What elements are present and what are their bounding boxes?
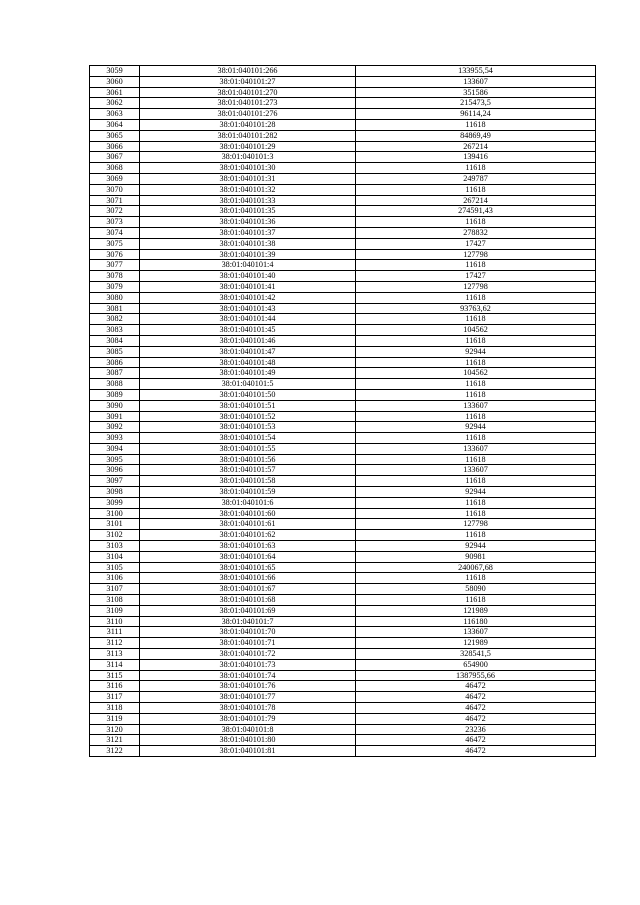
table-row [90, 433, 596, 444]
cadastral-number-cell: 38:01:040101:61 [140, 519, 356, 530]
cadastral-number-cell: 38:01:040101:63 [140, 541, 356, 552]
value-cell: 11618 [356, 357, 596, 368]
table-row [90, 724, 596, 735]
table-row [90, 541, 596, 552]
value-cell: 11618 [356, 379, 596, 390]
table-row [90, 595, 596, 606]
row-number-cell: 3073 [90, 217, 140, 228]
row-number-cell: 3088 [90, 379, 140, 390]
value-cell: 58090 [356, 584, 596, 595]
row-number-cell: 3106 [90, 573, 140, 584]
cadastral-number-cell: 38:01:040101:65 [140, 562, 356, 573]
cadastral-number-cell: 38:01:040101:77 [140, 692, 356, 703]
value-cell: 11618 [356, 389, 596, 400]
row-number-cell: 3094 [90, 443, 140, 454]
value-cell: 133955,54 [356, 66, 596, 77]
row-number-cell: 3112 [90, 638, 140, 649]
value-cell: 11618 [356, 119, 596, 130]
value-cell: 116180 [356, 616, 596, 627]
row-number-cell: 3087 [90, 368, 140, 379]
row-number-cell: 3090 [90, 400, 140, 411]
value-cell: 267214 [356, 195, 596, 206]
cadastral-number-cell: 38:01:040101:70 [140, 627, 356, 638]
cadastral-number-cell: 38:01:040101:31 [140, 173, 356, 184]
value-cell: 11618 [356, 476, 596, 487]
row-number-cell: 3093 [90, 433, 140, 444]
row-number-cell: 3059 [90, 66, 140, 77]
cadastral-number-cell: 38:01:040101:57 [140, 465, 356, 476]
table-row [90, 573, 596, 584]
cadastral-number-cell: 38:01:040101:78 [140, 703, 356, 714]
cadastral-number-cell: 38:01:040101:55 [140, 443, 356, 454]
cadastral-number-cell: 38:01:040101:67 [140, 584, 356, 595]
cadastral-number-cell: 38:01:040101:50 [140, 389, 356, 400]
row-number-cell: 3122 [90, 746, 140, 757]
row-number-cell: 3105 [90, 562, 140, 573]
row-number-cell: 3099 [90, 497, 140, 508]
row-number-cell: 3071 [90, 195, 140, 206]
value-cell: 17427 [356, 238, 596, 249]
table-row [90, 670, 596, 681]
row-number-cell: 3086 [90, 357, 140, 368]
table-row [90, 346, 596, 357]
cadastral-number-cell: 38:01:040101:80 [140, 735, 356, 746]
table-row [90, 109, 596, 120]
cadastral-number-cell: 38:01:040101:79 [140, 713, 356, 724]
row-number-cell: 3092 [90, 422, 140, 433]
cadastral-number-cell: 38:01:040101:64 [140, 551, 356, 562]
value-cell: 121989 [356, 605, 596, 616]
row-number-cell: 3077 [90, 260, 140, 271]
value-cell: 11618 [356, 314, 596, 325]
table-row [90, 487, 596, 498]
cadastral-number-cell: 38:01:040101:41 [140, 281, 356, 292]
cadastral-number-cell: 38:01:040101:60 [140, 508, 356, 519]
row-number-cell: 3120 [90, 724, 140, 735]
table-row [90, 627, 596, 638]
value-cell: 278832 [356, 227, 596, 238]
table-row [90, 271, 596, 282]
cadastral-number-cell: 38:01:040101:76 [140, 681, 356, 692]
cadastral-number-cell: 38:01:040101:44 [140, 314, 356, 325]
table-row [90, 497, 596, 508]
row-number-cell: 3115 [90, 670, 140, 681]
value-cell: 133607 [356, 627, 596, 638]
value-cell: 11618 [356, 595, 596, 606]
cadastral-value-table [89, 65, 596, 757]
cadastral-number-cell: 38:01:040101:56 [140, 454, 356, 465]
table-row [90, 195, 596, 206]
row-number-cell: 3091 [90, 411, 140, 422]
table-row [90, 130, 596, 141]
cadastral-number-cell: 38:01:040101:4 [140, 260, 356, 271]
table-row [90, 443, 596, 454]
value-cell: 127798 [356, 519, 596, 530]
cadastral-number-cell: 38:01:040101:45 [140, 325, 356, 336]
value-cell: 215473,5 [356, 98, 596, 109]
table-row [90, 519, 596, 530]
value-cell: 11618 [356, 433, 596, 444]
row-number-cell: 3102 [90, 530, 140, 541]
value-cell: 92944 [356, 487, 596, 498]
value-cell: 84869,49 [356, 130, 596, 141]
cadastral-number-cell: 38:01:040101:52 [140, 411, 356, 422]
table-row [90, 66, 596, 77]
row-number-cell: 3061 [90, 87, 140, 98]
row-number-cell: 3095 [90, 454, 140, 465]
cadastral-number-cell: 38:01:040101:72 [140, 649, 356, 660]
cadastral-number-cell: 38:01:040101:27 [140, 76, 356, 87]
cadastral-number-cell: 38:01:040101:5 [140, 379, 356, 390]
table-row [90, 422, 596, 433]
table-row [90, 357, 596, 368]
row-number-cell: 3070 [90, 184, 140, 195]
row-number-cell: 3080 [90, 292, 140, 303]
table-row [90, 303, 596, 314]
cadastral-number-cell: 38:01:040101:273 [140, 98, 356, 109]
cadastral-number-cell: 38:01:040101:29 [140, 141, 356, 152]
value-cell: 133607 [356, 443, 596, 454]
cadastral-number-cell: 38:01:040101:46 [140, 335, 356, 346]
cadastral-number-cell: 38:01:040101:62 [140, 530, 356, 541]
row-number-cell: 3084 [90, 335, 140, 346]
cadastral-number-cell: 38:01:040101:66 [140, 573, 356, 584]
cadastral-number-cell: 38:01:040101:32 [140, 184, 356, 195]
row-number-cell: 3101 [90, 519, 140, 530]
value-cell: 249787 [356, 173, 596, 184]
row-number-cell: 3083 [90, 325, 140, 336]
value-cell: 328541,5 [356, 649, 596, 660]
row-number-cell: 3064 [90, 119, 140, 130]
row-number-cell: 3078 [90, 271, 140, 282]
value-cell: 90981 [356, 551, 596, 562]
row-number-cell: 3075 [90, 238, 140, 249]
value-cell: 267214 [356, 141, 596, 152]
value-cell: 11618 [356, 184, 596, 195]
table-row [90, 530, 596, 541]
table-body [90, 66, 596, 757]
cadastral-number-cell: 38:01:040101:54 [140, 433, 356, 444]
cadastral-number-cell: 38:01:040101:38 [140, 238, 356, 249]
row-number-cell: 3110 [90, 616, 140, 627]
value-cell: 11618 [356, 292, 596, 303]
table-row [90, 659, 596, 670]
row-number-cell: 3065 [90, 130, 140, 141]
cadastral-number-cell: 38:01:040101:30 [140, 163, 356, 174]
value-cell: 11618 [356, 530, 596, 541]
value-cell: 127798 [356, 249, 596, 260]
cadastral-number-cell: 38:01:040101:42 [140, 292, 356, 303]
table-row [90, 260, 596, 271]
row-number-cell: 3074 [90, 227, 140, 238]
cadastral-number-cell: 38:01:040101:37 [140, 227, 356, 238]
cadastral-number-cell: 38:01:040101:266 [140, 66, 356, 77]
row-number-cell: 3113 [90, 649, 140, 660]
table-row [90, 508, 596, 519]
row-number-cell: 3079 [90, 281, 140, 292]
value-cell: 46472 [356, 746, 596, 757]
value-cell: 11618 [356, 217, 596, 228]
cadastral-number-cell: 38:01:040101:35 [140, 206, 356, 217]
table-row [90, 281, 596, 292]
row-number-cell: 3096 [90, 465, 140, 476]
value-cell: 1387955,66 [356, 670, 596, 681]
table-row [90, 206, 596, 217]
table-row [90, 649, 596, 660]
value-cell: 133607 [356, 76, 596, 87]
table-row [90, 325, 596, 336]
table-row [90, 616, 596, 627]
table-row [90, 584, 596, 595]
row-number-cell: 3067 [90, 152, 140, 163]
row-number-cell: 3114 [90, 659, 140, 670]
row-number-cell: 3097 [90, 476, 140, 487]
row-number-cell: 3117 [90, 692, 140, 703]
value-cell: 133607 [356, 400, 596, 411]
table-row [90, 562, 596, 573]
cadastral-number-cell: 38:01:040101:36 [140, 217, 356, 228]
cadastral-number-cell: 38:01:040101:47 [140, 346, 356, 357]
table-row [90, 227, 596, 238]
row-number-cell: 3063 [90, 109, 140, 120]
value-cell: 93763,62 [356, 303, 596, 314]
row-number-cell: 3085 [90, 346, 140, 357]
value-cell: 11618 [356, 508, 596, 519]
table-row [90, 87, 596, 98]
value-cell: 92944 [356, 541, 596, 552]
table-row [90, 681, 596, 692]
value-cell: 11618 [356, 163, 596, 174]
row-number-cell: 3089 [90, 389, 140, 400]
value-cell: 96114,24 [356, 109, 596, 120]
row-number-cell: 3082 [90, 314, 140, 325]
cadastral-number-cell: 38:01:040101:68 [140, 595, 356, 606]
row-number-cell: 3098 [90, 487, 140, 498]
table-row [90, 238, 596, 249]
row-number-cell: 3062 [90, 98, 140, 109]
table-row [90, 454, 596, 465]
value-cell: 46472 [356, 735, 596, 746]
table-row [90, 314, 596, 325]
table-row [90, 163, 596, 174]
value-cell: 104562 [356, 325, 596, 336]
row-number-cell: 3116 [90, 681, 140, 692]
row-number-cell: 3121 [90, 735, 140, 746]
table-row [90, 389, 596, 400]
value-cell: 11618 [356, 335, 596, 346]
cadastral-number-cell: 38:01:040101:71 [140, 638, 356, 649]
cadastral-number-cell: 38:01:040101:53 [140, 422, 356, 433]
table-row [90, 119, 596, 130]
value-cell: 46472 [356, 713, 596, 724]
table-row [90, 249, 596, 260]
cadastral-number-cell: 38:01:040101:276 [140, 109, 356, 120]
table-row [90, 465, 596, 476]
table-row [90, 379, 596, 390]
row-number-cell: 3069 [90, 173, 140, 184]
cadastral-number-cell: 38:01:040101:74 [140, 670, 356, 681]
cadastral-number-cell: 38:01:040101:39 [140, 249, 356, 260]
value-cell: 351586 [356, 87, 596, 98]
row-number-cell: 3066 [90, 141, 140, 152]
value-cell: 133607 [356, 465, 596, 476]
table-row [90, 692, 596, 703]
table-row [90, 551, 596, 562]
table-row [90, 605, 596, 616]
value-cell: 92944 [356, 346, 596, 357]
row-number-cell: 3107 [90, 584, 140, 595]
table-row [90, 411, 596, 422]
value-cell: 23236 [356, 724, 596, 735]
row-number-cell: 3060 [90, 76, 140, 87]
value-cell: 11618 [356, 454, 596, 465]
value-cell: 240067,68 [356, 562, 596, 573]
row-number-cell: 3100 [90, 508, 140, 519]
cadastral-number-cell: 38:01:040101:3 [140, 152, 356, 163]
table-row [90, 713, 596, 724]
cadastral-number-cell: 38:01:040101:59 [140, 487, 356, 498]
table-row [90, 746, 596, 757]
row-number-cell: 3118 [90, 703, 140, 714]
cadastral-number-cell: 38:01:040101:51 [140, 400, 356, 411]
row-number-cell: 3104 [90, 551, 140, 562]
table-row [90, 703, 596, 714]
value-cell: 11618 [356, 411, 596, 422]
table-row [90, 173, 596, 184]
cadastral-number-cell: 38:01:040101:43 [140, 303, 356, 314]
cadastral-number-cell: 38:01:040101:7 [140, 616, 356, 627]
table-row [90, 141, 596, 152]
table-row [90, 184, 596, 195]
table-row [90, 217, 596, 228]
cadastral-number-cell: 38:01:040101:73 [140, 659, 356, 670]
value-cell: 127798 [356, 281, 596, 292]
table-row [90, 152, 596, 163]
cadastral-number-cell: 38:01:040101:48 [140, 357, 356, 368]
row-number-cell: 3081 [90, 303, 140, 314]
cadastral-number-cell: 38:01:040101:49 [140, 368, 356, 379]
cadastral-number-cell: 38:01:040101:270 [140, 87, 356, 98]
row-number-cell: 3109 [90, 605, 140, 616]
value-cell: 46472 [356, 703, 596, 714]
row-number-cell: 3119 [90, 713, 140, 724]
row-number-cell: 3072 [90, 206, 140, 217]
value-cell: 11618 [356, 573, 596, 584]
value-cell: 46472 [356, 681, 596, 692]
value-cell: 104562 [356, 368, 596, 379]
table-row [90, 98, 596, 109]
table-row [90, 368, 596, 379]
value-cell: 139416 [356, 152, 596, 163]
value-cell: 11618 [356, 497, 596, 508]
table-row [90, 476, 596, 487]
table-row [90, 638, 596, 649]
value-cell: 46472 [356, 692, 596, 703]
value-cell: 654900 [356, 659, 596, 670]
cadastral-number-cell: 38:01:040101:40 [140, 271, 356, 282]
row-number-cell: 3103 [90, 541, 140, 552]
value-cell: 17427 [356, 271, 596, 282]
cadastral-number-cell: 38:01:040101:69 [140, 605, 356, 616]
row-number-cell: 3068 [90, 163, 140, 174]
value-cell: 274591,43 [356, 206, 596, 217]
cadastral-number-cell: 38:01:040101:81 [140, 746, 356, 757]
table-row [90, 400, 596, 411]
cadastral-number-cell: 38:01:040101:8 [140, 724, 356, 735]
cadastral-number-cell: 38:01:040101:282 [140, 130, 356, 141]
row-number-cell: 3076 [90, 249, 140, 260]
value-cell: 11618 [356, 260, 596, 271]
table-row [90, 335, 596, 346]
value-cell: 121989 [356, 638, 596, 649]
table-row [90, 735, 596, 746]
cadastral-number-cell: 38:01:040101:28 [140, 119, 356, 130]
row-number-cell: 3108 [90, 595, 140, 606]
value-cell: 92944 [356, 422, 596, 433]
cadastral-number-cell: 38:01:040101:6 [140, 497, 356, 508]
table-row [90, 292, 596, 303]
cadastral-number-cell: 38:01:040101:58 [140, 476, 356, 487]
cadastral-number-cell: 38:01:040101:33 [140, 195, 356, 206]
table-row [90, 76, 596, 87]
row-number-cell: 3111 [90, 627, 140, 638]
